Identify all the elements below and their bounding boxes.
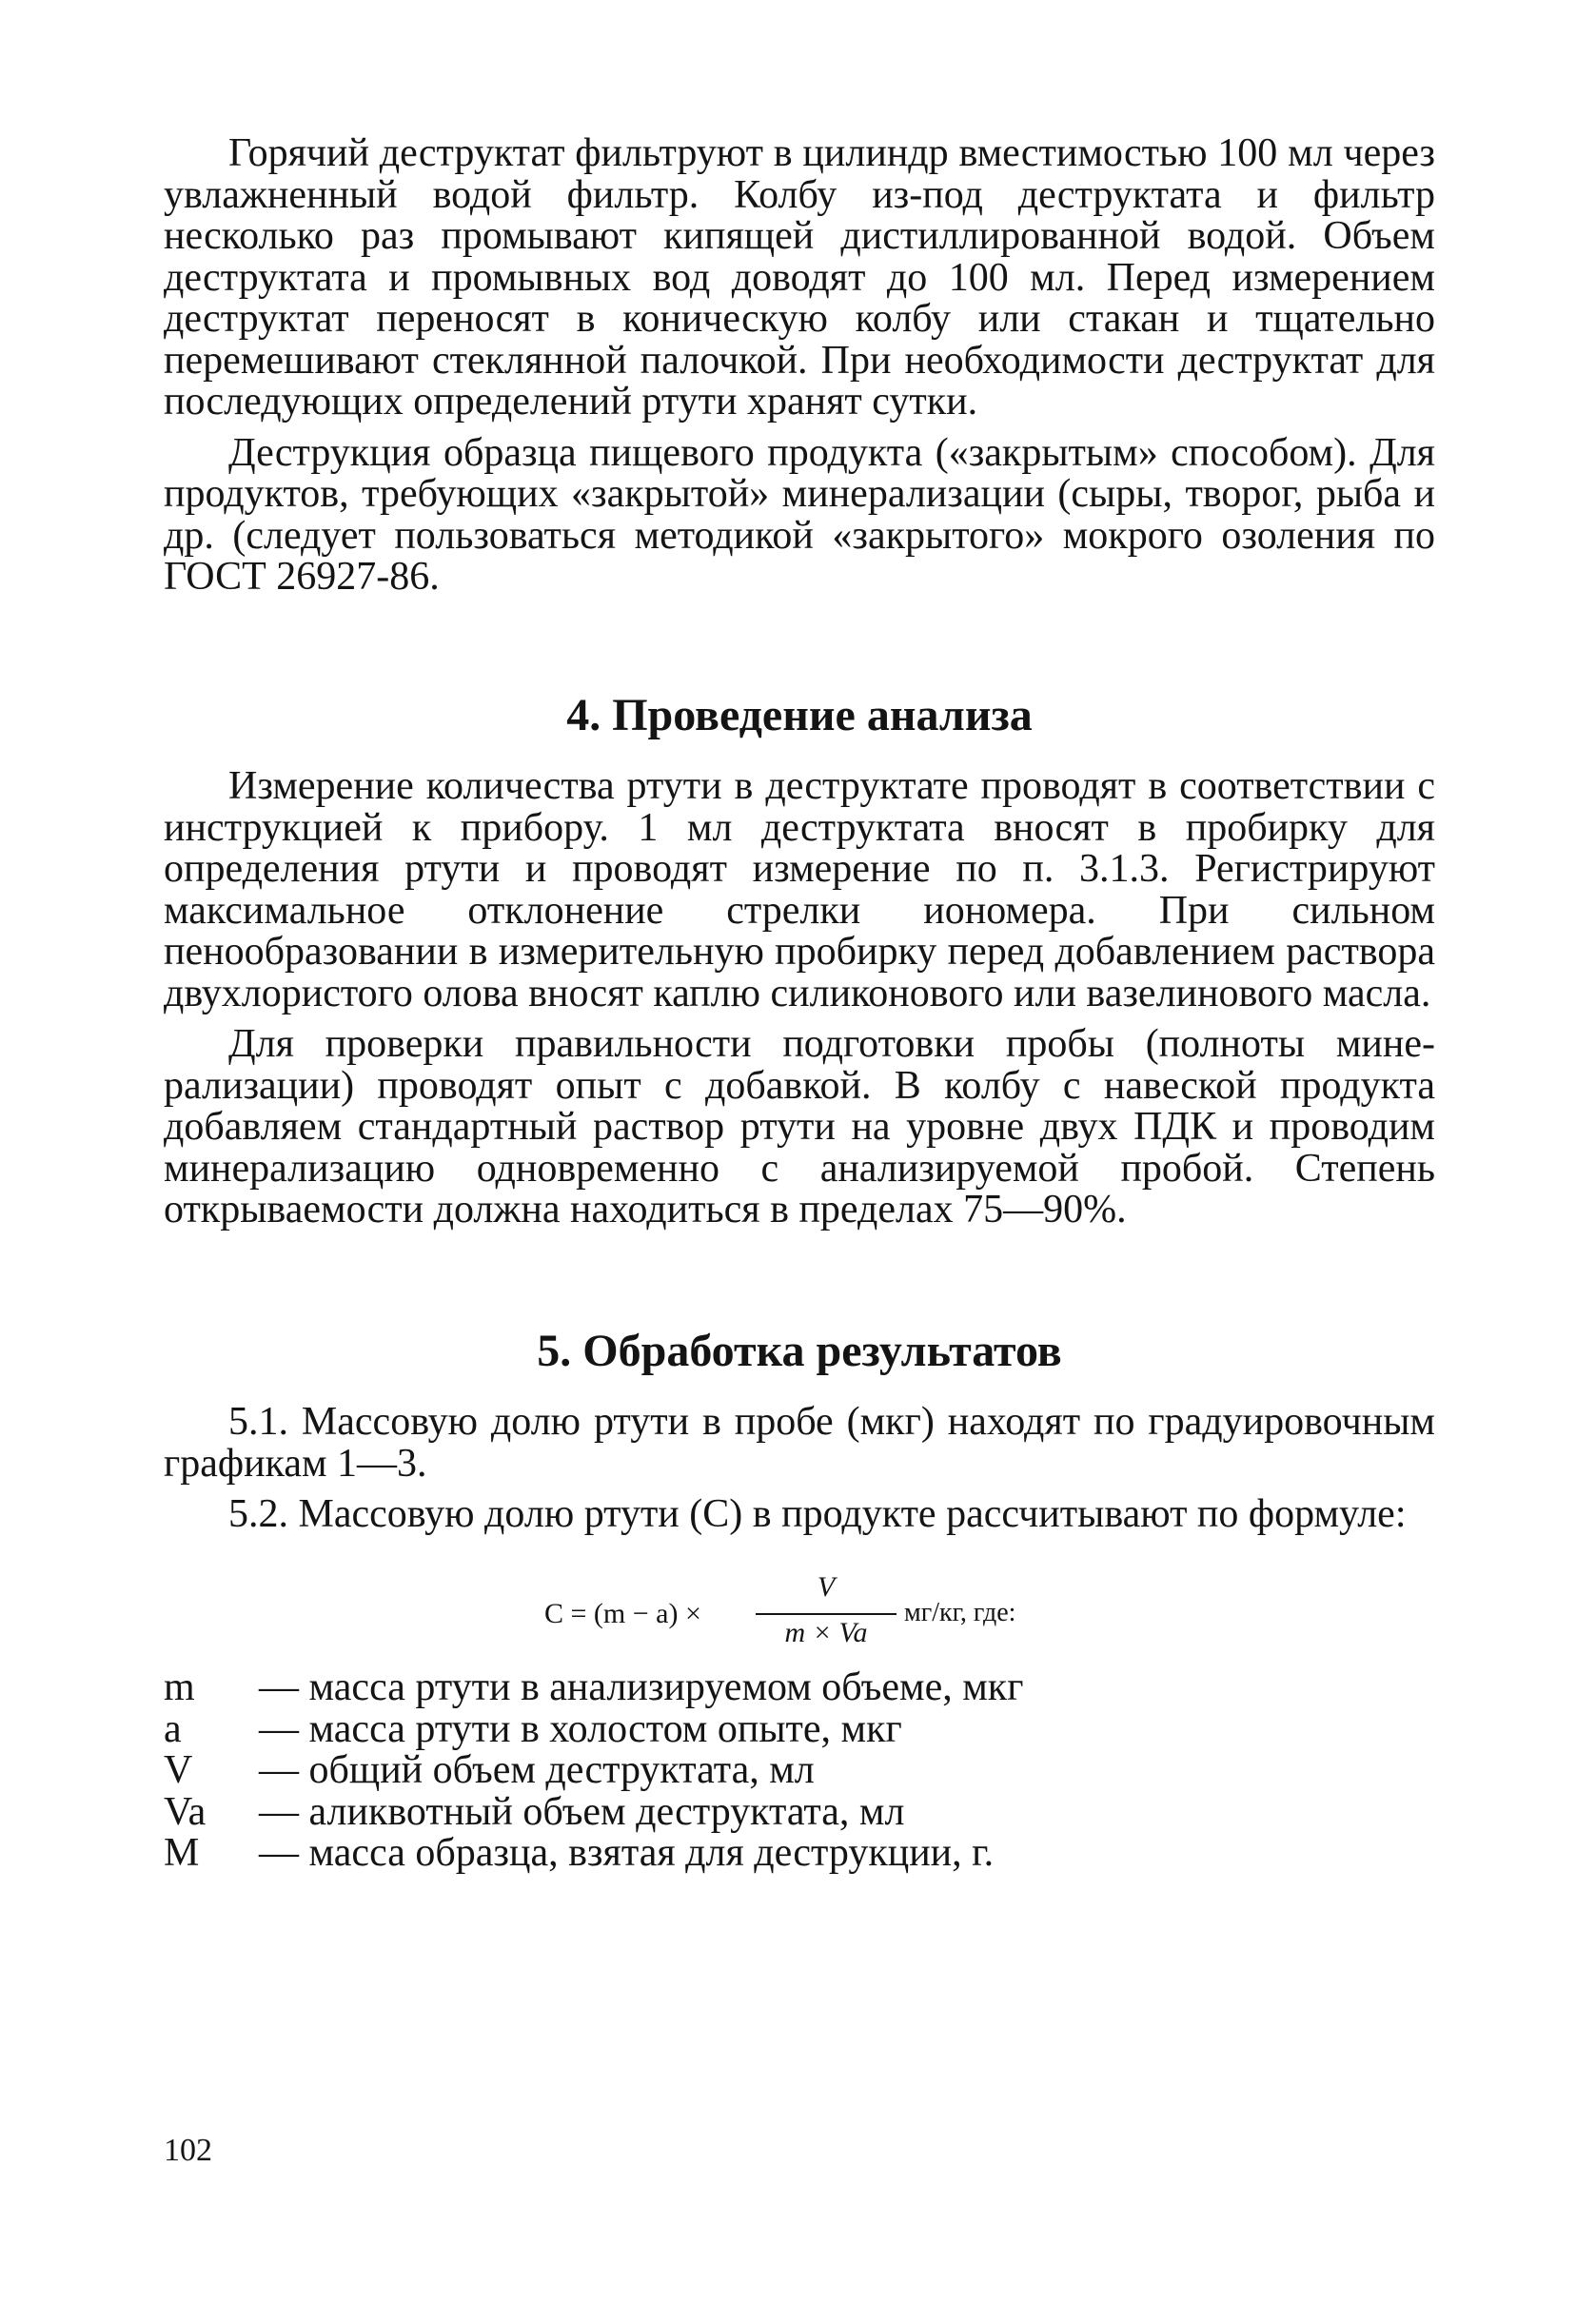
paragraph-measurement: Измерение количества ртути в деструктате проводят в соответствии с инструкцией к прибору. 1 мл деструктата вносят в пробирку для определения ртути и проводят измерение по п. 3.1.3. Регистрируют максимальное отклонение стрелки иономера. При сильном пенообразовании в измерительную пробирку перед добавлением раствора двухлористого олова вносят каплю силиконового или вазелинового масла. bbox=[164, 764, 1435, 1015]
formula-unit: мг/кг, где: bbox=[904, 1598, 1016, 1627]
variable-row bbox=[164, 1667, 1435, 1709]
fraction-bar bbox=[756, 1613, 897, 1615]
section-4-heading: 4. Проведение анализа bbox=[566, 690, 1033, 740]
paragraph-hot-destructate: Горячий деструктат фильтруют в цилиндр вместимостью 100 мл через увлажненный водой фильтр. Колбу из-под деструктата и фильтр несколько раз промывают кипящей дистиллированной водой. Объем деструктата и промывных вод доводят до 100 мл. Перед измерением деструктат переносят в коническую колбу или стакан и тщательно перемешивают стеклянной палочкой. При необходимости деструктат для последующих определений ртути хранят сутки. bbox=[164, 131, 1435, 424]
formula-numerator: V bbox=[817, 1571, 836, 1603]
section-5-body bbox=[164, 1402, 1435, 1536]
variable-description: — масса ртути в анализируемом объеме, мкг bbox=[259, 1665, 1024, 1709]
formula-denominator: m × Va bbox=[784, 1617, 868, 1648]
intro-block bbox=[164, 133, 1435, 599]
formula-fraction bbox=[756, 1571, 897, 1651]
variable-symbol: M bbox=[164, 1831, 200, 1875]
formula-lhs: C = (m − a) × bbox=[544, 1598, 701, 1629]
variable-description: — аликвотный объем деструктата, мл bbox=[259, 1789, 905, 1834]
variable-row bbox=[164, 1706, 1435, 1751]
variable-list bbox=[164, 1667, 1435, 1875]
variable-symbol: a bbox=[164, 1706, 182, 1751]
mercury-formula bbox=[544, 1571, 1153, 1651]
page-number: 102 bbox=[164, 2133, 212, 2168]
variable-symbol: Va bbox=[164, 1789, 207, 1834]
variable-description: — масса ртути в холостом опыте, мкг bbox=[259, 1706, 902, 1751]
variable-row bbox=[164, 1750, 1435, 1792]
variable-symbol: m bbox=[164, 1665, 195, 1709]
paragraph-spike-test: Для проверки правильности подготовки пробы (полноты минерализации) проводят опыт с добавкой. В колбу с навеской продукта добавляем стандартный раствор ртути на уровне двух ПДК и проводим минерализацию одновременно с анализируемой пробой. Степень открываемости должна находиться в пределах 75—90%. bbox=[164, 1022, 1435, 1231]
variable-row bbox=[164, 1833, 1435, 1875]
paragraph-closed-destruction: Деструкция образца пищевого продукта («закрытым» способом). Для продуктов, требующих «закрытой» минерализации (сыры, творог, рыба и др. (следует пользоваться методикой «закрытого» мокрого озоления по ГОСТ 26927-86. bbox=[164, 430, 1435, 599]
paragraph-5-2: 5.2. Массовую долю ртути (С) в продукте рассчитывают по формуле: bbox=[228, 1492, 1407, 1536]
variable-symbol: V bbox=[164, 1748, 193, 1792]
variable-description: — общий объем деструктата, мл bbox=[259, 1748, 815, 1792]
variable-description: — масса образца, взятая для деструкции, г. bbox=[259, 1831, 995, 1875]
section-4-body bbox=[164, 766, 1435, 1231]
section-5-heading: 5. Обработка результатов bbox=[537, 1326, 1062, 1376]
variable-row bbox=[164, 1789, 1435, 1834]
paragraph-5-1: 5.1. Массовую долю ртути в пробе (мкг) находят по градуировочным графикам 1—3. bbox=[164, 1400, 1435, 1486]
